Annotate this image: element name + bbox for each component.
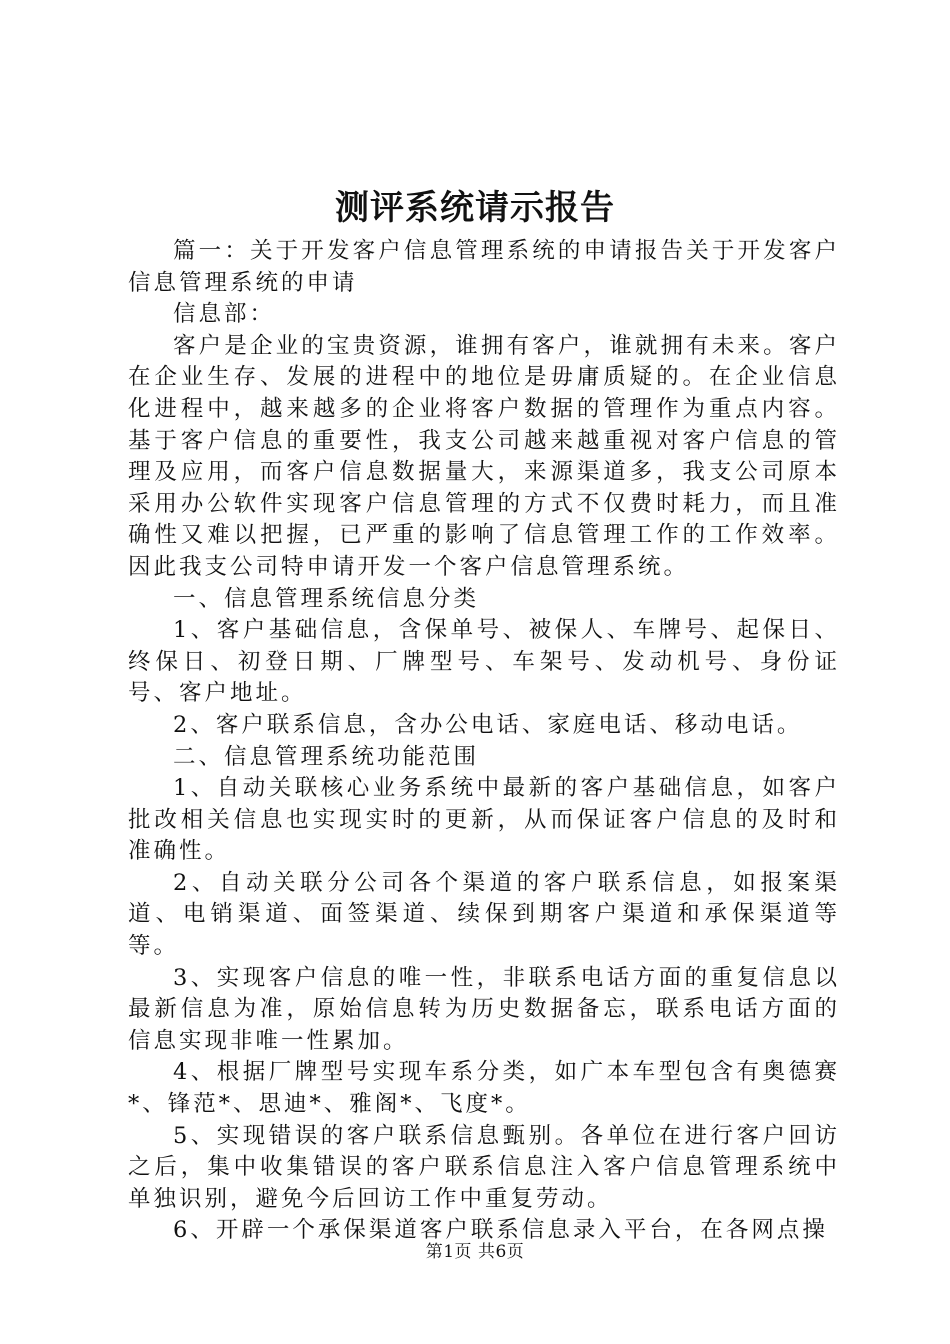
section-heading-functions: 二、信息管理系统功能范围 [173,743,480,770]
list-item-function-2: 2、自动关联分公司各个渠道的客户联系信息，如报案渠道、电销渠道、面签渠道、续保到期客户渠道和承保渠道等等。 [128,869,840,960]
list-item-function-5: 5、实现错误的客户联系信息甄别。各单位在进行客户回访之后，集中收集错误的客户联系信息注入客户信息管理系统中单独识别，避免今后回访工作中重复劳动。 [128,1122,840,1212]
list-item-function-3: 3、实现客户信息的唯一性，非联系电话方面的重复信息以最新信息为准，原始信息转为历史数据备忘，联系电话方面的信息实现非唯一性累加。 [128,964,840,1054]
page-number-footer: 第1页 共6页 [425,1242,525,1262]
list-item-contact-info: 2、客户联系信息，含办公电话、家庭电话、移动电话。 [173,711,803,738]
list-item-function-6: 6、开辟一个承保渠道客户联系信息录入平台，在各网点操 [173,1217,828,1244]
document-body [128,236,840,1247]
paragraph-addressee: 信息部： [173,301,276,328]
document-title: 测评系统请示报告 [335,188,615,228]
paragraph-intro: 篇一：关于开发客户信息管理系统的申请报告关于开发客户信息管理系统的申请 [128,238,840,296]
list-item-function-4: 4、根据厂牌型号实现车系分类，如广本车型包含有奥德赛*、锋范*、思迪*、雅阁*、飞度*。 [128,1059,840,1118]
list-item-basic-info: 1、客户基础信息，含保单号、被保人、车牌号、起保日、终保日、初登日期、厂牌型号、车架号、发动机号、身份证号、客户地址。 [128,617,840,707]
list-item-function-1: 1、自动关联核心业务系统中最新的客户基础信息，如客户批改相关信息也实现实时的更新，从而保证客户信息的及时和准确性。 [128,775,840,865]
section-heading-classification: 一、信息管理系统信息分类 [173,585,480,612]
paragraph-background: 客户是企业的宝贵资源，谁拥有客户，谁就拥有未来。客户在企业生存、发展的进程中的地位是毋庸质疑的。在企业信息化进程中，越来越多的企业将客户数据的管理作为重点内容。基于客户信息的重要性，我支公司越来越重视对客户信息的管理及应用，而客户信息数据量大，来源渠道多，我支公司原本采用办公软件实现客户信息管理的方式不仅费时耗力，而且准确性又难以把握，已严重的影响了信息管理工作的工作效率。因此我支公司特申请开发一个客户信息管理系统。 [128,332,840,580]
